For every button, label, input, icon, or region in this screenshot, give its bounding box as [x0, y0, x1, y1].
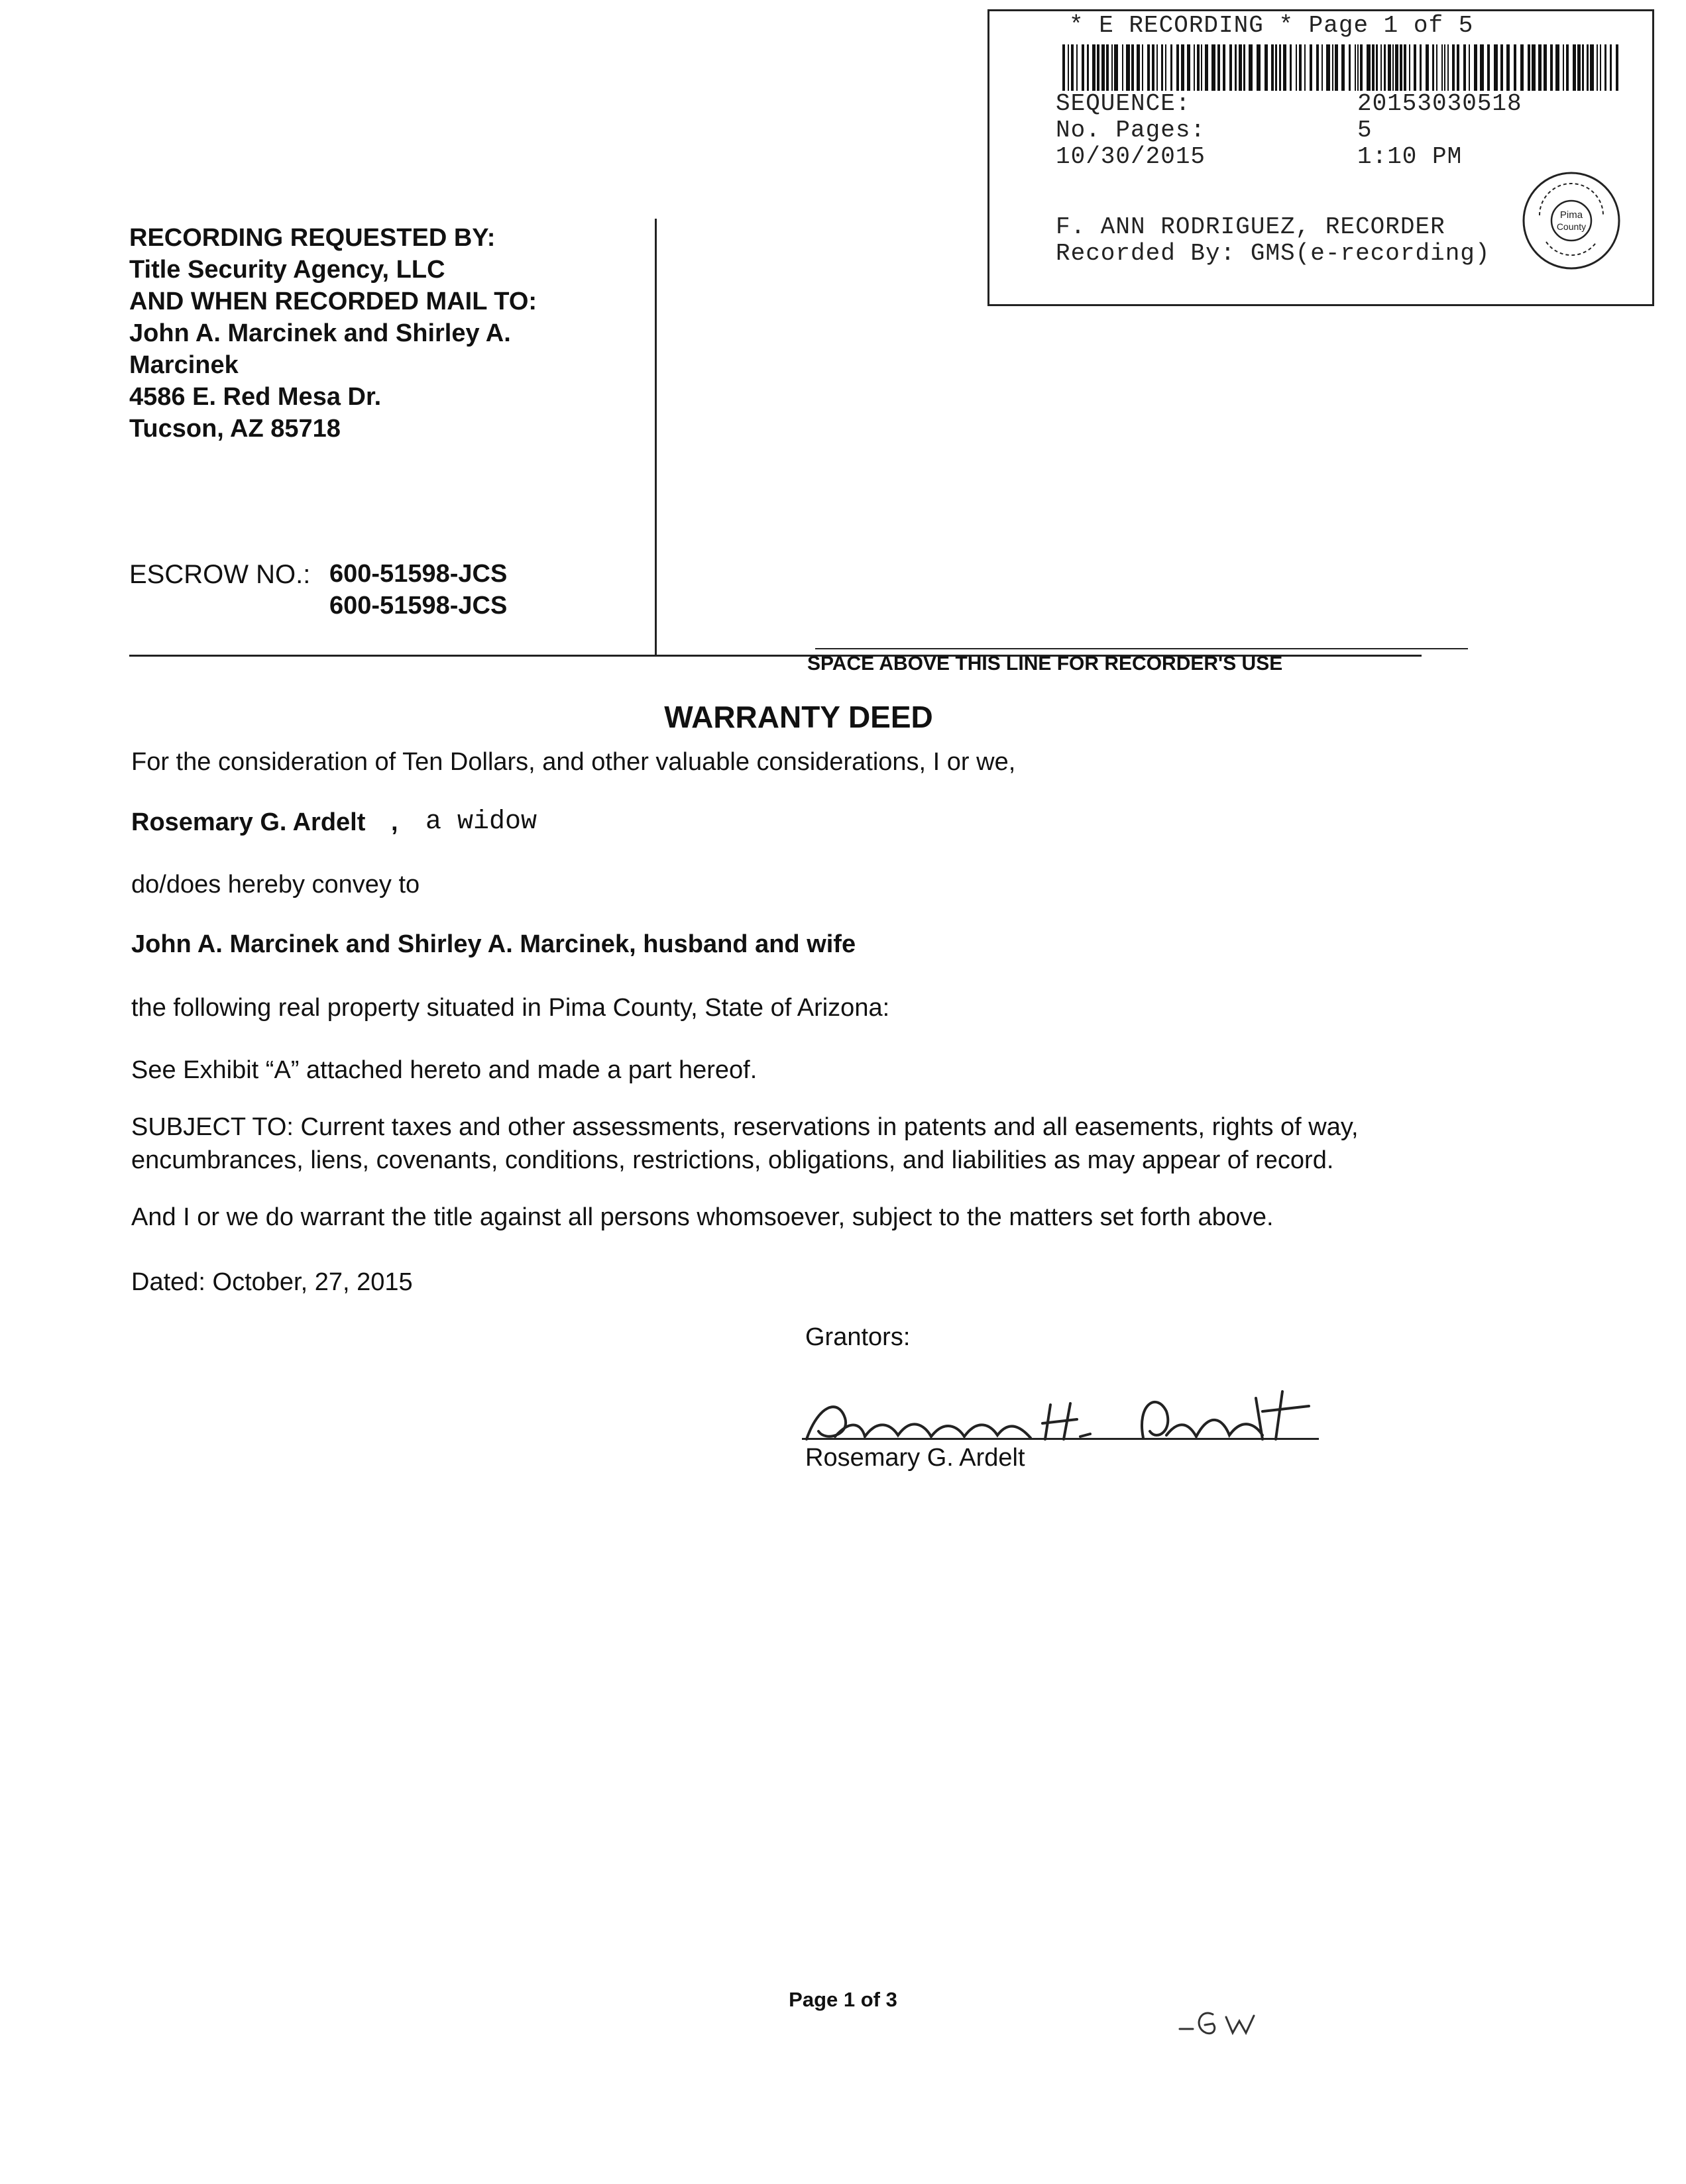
requester-block	[129, 222, 640, 445]
grantor-name: Rosemary G. Ardelt	[131, 808, 366, 836]
barcode-bar	[1211, 44, 1215, 91]
recorder-use-note: SPACE ABOVE THIS LINE FOR RECORDER'S USE	[807, 653, 1283, 675]
escrow-label: ESCROW NO.:	[129, 560, 311, 589]
barcode-bar	[1239, 44, 1242, 91]
barcode-bar	[1360, 44, 1363, 91]
barcode-bar	[1487, 44, 1490, 91]
requested-by-agency: Title Security Agency, LLC	[129, 256, 445, 284]
barcode-bar	[1229, 44, 1232, 91]
barcode-bar	[1616, 44, 1618, 91]
recording-stamp-box	[987, 9, 1654, 306]
barcode-bar	[1201, 44, 1202, 91]
barcode-bar	[1326, 44, 1330, 91]
grantors-label: Grantors:	[805, 1323, 911, 1351]
barcode-bar	[1279, 44, 1281, 91]
pages-label: No. Pages:	[1056, 117, 1206, 144]
barcode-bar	[1181, 44, 1184, 91]
barcode-bar	[1357, 44, 1359, 91]
barcode-bar	[1577, 44, 1581, 91]
barcode-bar	[1341, 44, 1345, 91]
barcode-bar	[1097, 44, 1099, 91]
mail-to-label: AND WHEN RECORDED MAIL TO:	[129, 288, 537, 315]
warranty-clause: And I or we do warrant the title against all persons whomsoever, subject to the matters set forth above.	[131, 1203, 1274, 1231]
barcode-bar	[1447, 44, 1449, 91]
barcode-bar	[1176, 44, 1179, 91]
barcode-bar	[1404, 44, 1406, 91]
barcode-bar	[1092, 44, 1096, 91]
property-location-clause: the following real property situated in Pima County, State of Arizona:	[131, 994, 890, 1022]
grantor-signature	[799, 1378, 1329, 1451]
barcode-bar	[1316, 44, 1319, 91]
barcode-bar	[1380, 44, 1382, 91]
barcode-bar	[1441, 44, 1443, 91]
barcode-bar	[1137, 44, 1140, 91]
handwritten-initials	[1173, 2001, 1279, 2041]
barcode-bar	[1142, 44, 1143, 91]
barcode-bar	[1299, 44, 1302, 91]
barcode-bar	[1604, 44, 1606, 91]
grantor-comma: ,	[391, 808, 398, 836]
barcode-bar	[1310, 44, 1312, 91]
barcode-bar	[1131, 44, 1134, 91]
barcode-bar	[1243, 44, 1245, 91]
barcode-bar	[1165, 44, 1166, 91]
barcode-bar	[1062, 44, 1065, 91]
grantor-marital-status: a widow	[425, 807, 537, 837]
barcode-bar	[1122, 44, 1123, 91]
barcode-bar	[1372, 44, 1375, 91]
barcode-bar	[1335, 44, 1338, 91]
requested-by-label: RECORDING REQUESTED BY:	[129, 224, 496, 252]
mail-to-address-line1: 4586 E. Red Mesa Dr.	[129, 383, 382, 411]
recorder-name: F. ANN RODRIGUEZ, RECORDER	[1056, 213, 1445, 241]
barcode-bar	[1161, 44, 1163, 91]
barcode-bar	[1217, 44, 1220, 91]
barcode-bar	[1376, 44, 1378, 91]
barcode-bar	[1432, 44, 1434, 91]
barcode-bar	[1106, 44, 1109, 91]
recorded-by: Recorded By: GMS(e-recording)	[1056, 240, 1490, 267]
signer-name: Rosemary G. Ardelt	[805, 1444, 1025, 1472]
barcode-bar	[1321, 44, 1323, 91]
barcode-bar	[1566, 44, 1569, 91]
convey-clause: do/does hereby convey to	[131, 871, 420, 899]
grantees: John A. Marcinek and Shirley A. Marcinek, husband and wife	[131, 930, 856, 958]
barcode-bar	[1610, 44, 1612, 91]
barcode-bar	[1392, 44, 1394, 91]
barcode-bar	[1573, 44, 1576, 91]
mail-to-address-line2: Tucson, AZ 85718	[129, 415, 341, 443]
barcode-bar	[1304, 44, 1306, 91]
exhibit-reference: See Exhibit “A” attached hereto and made a part hereof.	[131, 1056, 758, 1084]
barcode-bar	[1111, 44, 1113, 91]
escrow-number-1: 600-51598-JCS	[329, 560, 508, 588]
barcode	[1062, 44, 1619, 91]
recording-time: 1:10 PM	[1357, 143, 1463, 170]
pages-value: 5	[1357, 117, 1373, 144]
barcode-bar	[1283, 44, 1286, 91]
barcode-bar	[1355, 44, 1356, 91]
barcode-bar	[1349, 44, 1351, 91]
barcode-bar	[1087, 44, 1089, 91]
barcode-bar	[1332, 44, 1333, 91]
barcode-bar	[1197, 44, 1200, 91]
sequence-value: 20153030518	[1357, 90, 1522, 117]
barcode-bar	[1420, 44, 1422, 91]
barcode-bar	[1147, 44, 1150, 91]
barcode-bar	[1076, 44, 1078, 91]
barcode-bar	[1600, 44, 1601, 91]
barcode-bar	[1590, 44, 1594, 91]
barcode-bar	[1520, 44, 1524, 91]
barcode-bar	[1101, 44, 1105, 91]
barcode-bar	[1506, 44, 1510, 91]
barcode-bar	[1414, 44, 1416, 91]
barcode-bar	[1597, 44, 1598, 91]
barcode-bar	[1532, 44, 1536, 91]
barcode-bar	[1290, 44, 1292, 91]
barcode-bar	[1555, 44, 1559, 91]
barcode-bar	[1384, 44, 1386, 91]
barcode-bar	[1550, 44, 1553, 91]
barcode-bar	[1500, 44, 1503, 91]
barcode-bar	[1400, 44, 1402, 91]
barcode-bar	[1082, 44, 1084, 91]
recording-date: 10/30/2015	[1056, 143, 1206, 170]
page-number: Page 1 of 3	[789, 1988, 897, 2011]
barcode-bar	[1528, 44, 1530, 91]
barcode-bar	[1480, 44, 1484, 91]
barcode-bar	[1223, 44, 1225, 91]
barcode-bar	[1514, 44, 1516, 91]
mail-to-name-line1: John A. Marcinek and Shirley A.	[129, 319, 511, 347]
sequence-label: SEQUENCE:	[1056, 90, 1191, 117]
barcode-bar	[1388, 44, 1391, 91]
barcode-bar	[1187, 44, 1190, 91]
barcode-bar	[1409, 44, 1410, 91]
subject-to-clause: SUBJECT TO: Current taxes and other assessments, reservations in patents and all easements, rights of way, encumbrances, liens, covenants, conditions, restrictions, obligations, and liabilities as may appear of record.	[131, 1113, 1359, 1174]
barcode-bar	[1563, 44, 1564, 91]
barcode-bar	[1249, 44, 1253, 91]
barcode-bar	[1367, 44, 1371, 91]
barcode-bar	[1156, 44, 1158, 91]
signature-line	[802, 1438, 1319, 1440]
barcode-bar	[1544, 44, 1547, 91]
consideration-clause: For the consideration of Ten Dollars, and other valuable considerations, I or we,	[131, 748, 1016, 776]
barcode-bar	[1170, 44, 1172, 91]
header-divider-vertical	[655, 219, 657, 656]
barcode-bar	[1395, 44, 1398, 91]
svg-text:County: County	[1556, 221, 1587, 232]
barcode-bar	[1494, 44, 1498, 91]
barcode-bar	[1152, 44, 1154, 91]
barcode-bar	[1296, 44, 1297, 91]
barcode-bar	[1538, 44, 1542, 91]
mail-to-name-line2: Marcinek	[129, 351, 239, 379]
barcode-bar	[1444, 44, 1445, 91]
barcode-bar	[1071, 44, 1074, 91]
barcode-bar	[1275, 44, 1277, 91]
svg-text:Pima: Pima	[1559, 209, 1583, 221]
dated-line: Dated: October, 27, 2015	[131, 1268, 413, 1296]
county-recorder-seal	[1520, 169, 1623, 272]
escrow-number-2: 600-51598-JCS	[329, 592, 508, 620]
barcode-bar	[1235, 44, 1237, 91]
barcode-bar	[1463, 44, 1466, 91]
barcode-bar	[1452, 44, 1455, 91]
recording-header: * E RECORDING * Page 1 of 5	[1069, 12, 1474, 39]
barcode-bar	[1114, 44, 1118, 91]
barcode-bar	[1457, 44, 1459, 91]
barcode-bar	[1587, 44, 1589, 91]
barcode-bar	[1271, 44, 1274, 91]
barcode-bar	[1436, 44, 1437, 91]
barcode-bar	[1126, 44, 1130, 91]
recorder-line	[815, 648, 1468, 649]
barcode-bar	[1582, 44, 1584, 91]
barcode-bar	[1426, 44, 1429, 91]
barcode-bar	[1469, 44, 1470, 91]
document-title: WARRANTY DEED	[664, 700, 933, 734]
barcode-bar	[1068, 44, 1069, 91]
barcode-bar	[1205, 44, 1208, 91]
barcode-bar	[1257, 44, 1261, 91]
barcode-bar	[1474, 44, 1477, 91]
barcode-bar	[1264, 44, 1268, 91]
barcode-bar	[1194, 44, 1195, 91]
